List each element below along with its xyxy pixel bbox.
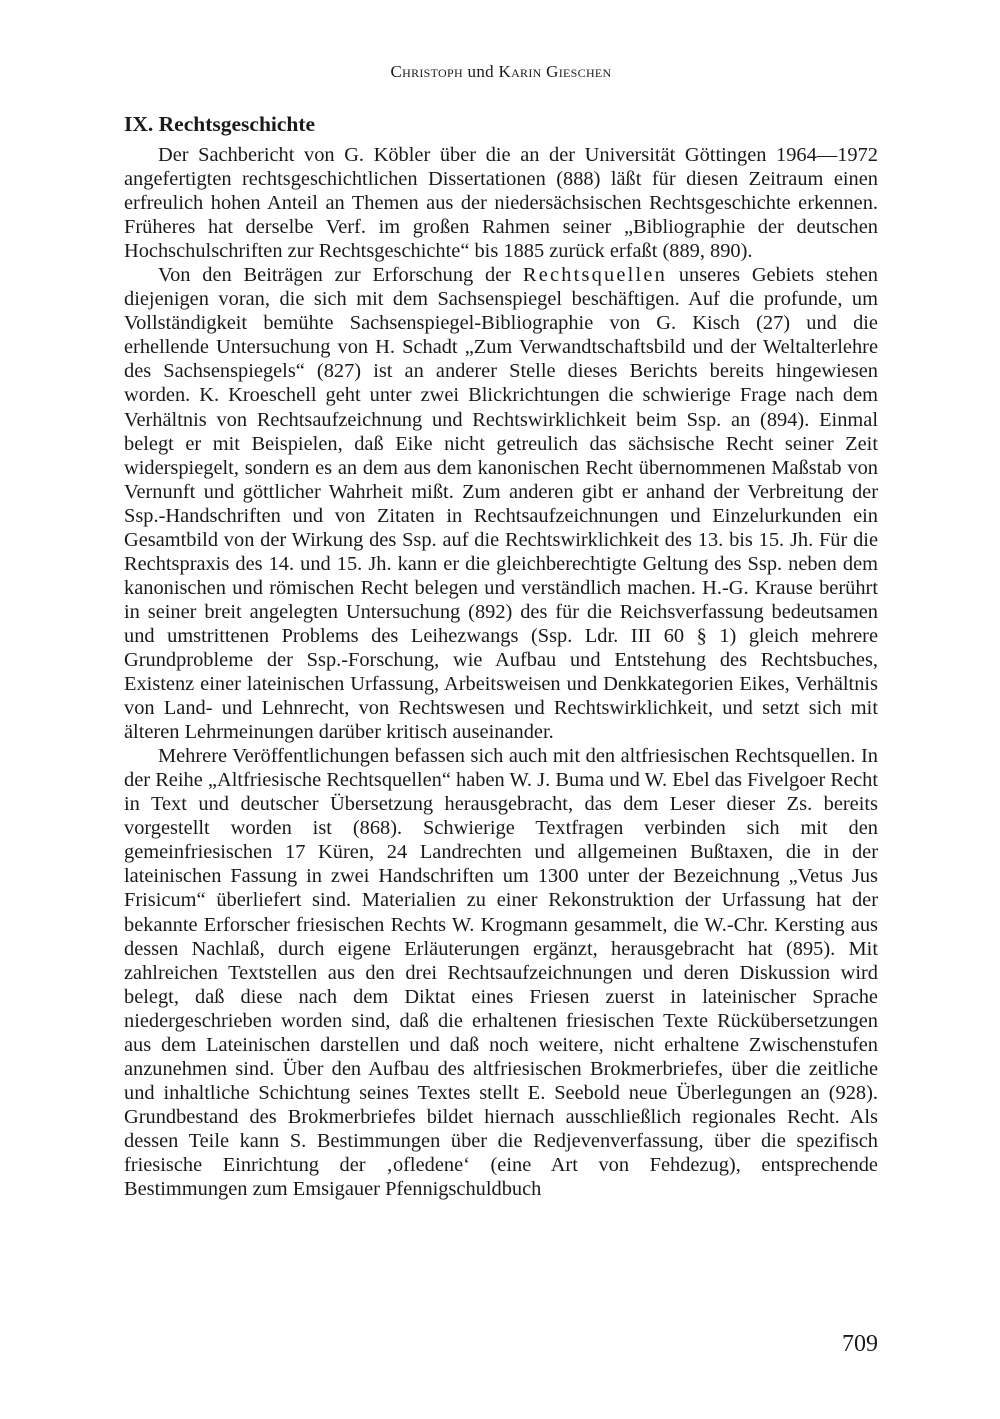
paragraph-2-rest: unseres Gebiets stehen diejenigen voran, die sich mit dem Sachsenspiegel beschäftigen. Auf die profunde, um Vollständigkeit bemühte Sachsenspiegel-Bibliographie von G. Kisch (27) und die erhellende Untersuchung von H. Schadt „Zum Verwandtschaftsbild und der Weltalterlehre des Sachsenspiegels“ (827) ist an anderer Stelle dieses Berichts bereits hingewiesen worden. K. Kroeschell geht unter zwei Blickrichtungen die schwierige Frage nach dem Verhältnis von Rechtsaufzeichnung und Rechtswirklichkeit beim Ssp. an (894). Einmal belegt er mit Beispielen, daß Eike nicht getreulich das sächsische Recht seiner Zeit widerspiegelt, sondern es an dem aus dem kanonischen Recht übernommenen Maßstab von Vernunft und göttlicher Wahrheit mißt. Zum anderen gibt er anhand der Verbreitung der Ssp.-Handschriften und von Zitaten in Rechtsaufzeichnungen und Einzelurkunden ein Gesamtbild von der Wirkung des Ssp. auf die Rechtswirklichkeit des 13. bis 15. Jh. Für die Rechtspraxis des 14. und 15. Jh. kann er die gleichberechtigte Geltung des Ssp. neben dem kanonischen und römischen Recht belegen und verständlich machen. H.-G. Krause berührt in seiner breit angelegten Untersuchung (892) des für die Reichsverfassung bedeutsamen und umstrittenen Problems des Leihezwangs (Ssp. Ldr. III 60 § 1) gleich mehrere Grundprobleme der Ssp.-Forschung, wie Aufbau und Entstehung des Rechtsbuches, Existenz einer lateinischen Urfassung, Arbeitsweisen und Denkkategorien Eikes, Verhältnis von Land- und Lehnrecht, von Rechtswesen und Rechtswirklichkeit, und setzt sich mit älteren Lehrmeinungen darüber kritisch auseinander.	[124, 264, 879, 744]
spaced-term-rechtsquellen: Rechtsquellen	[522, 264, 668, 287]
paragraph-1: Der Sachbericht von G. Köbler über die an der Universität Göttingen 1964—1972 angefertigten rechtsgeschichtlichen Dissertationen (888) läßt für diesen Zeitraum einen erfreulich hohen Anteil an Themen aus der niedersächsischen Rechtsgeschichte erkennen. Früheres hat derselbe Verf. im großen Rahmen seiner „Bibliographie der deutschen Hochschulschriften zur Rechtsgeschichte“ bis 1885 zurück erfaßt (889, 890).	[124, 144, 878, 263]
running-head-author-1: Christoph	[390, 62, 463, 81]
running-head-conjunction: und	[467, 62, 494, 81]
body-text	[124, 143, 878, 1201]
paragraph-2	[124, 263, 878, 744]
paragraph-3: Mehrere Veröffentlichungen befassen sich auch mit den altfriesischen Rechtsquellen. In der Reihe „Altfriesische Rechtsquellen“ haben W. J. Buma und W. Ebel das Fivelgoer Recht in Text und deutscher Übersetzung herausgebracht, das dem Leser dieser Zs. bereits vorgestellt worden ist (868). Schwierige Textfragen verbinden sich mit den gemeinfriesischen 17 Küren, 24 Landrechten und allgemeinen Bußtaxen, die in der lateinischen Fassung in zwei Handschriften um 1300 unter der Bezeichnung „Vetus Jus Frisicum“ überliefert sind. Materialien zu einer Rekonstruktion der Urfassung hat der bekannte Erforscher friesischen Rechts W. Krogmann gesammelt, die W.-Chr. Kersting aus dessen Nachlaß, durch eigene Erläuterungen ergänzt, herausgebracht hat (895). Mit zahlreichen Textstellen aus den drei Rechtsaufzeichnungen und deren Diskussion wird belegt, daß diese nach dem Diktat eines Friesen zuerst in lateinischer Sprache niedergeschrieben worden sind, daß die erhaltenen friesischen Texte Rückübersetzungen aus dem Lateinischen darstellen und daß noch weitere, nicht erhaltene Zwischenstufen anzunehmen sind. Über den Aufbau des altfriesischen Brokmerbriefes, über die zeitliche und inhaltliche Schichtung seines Textes stellt E. Seebold neue Überlegungen an (928). Grundbestand des Brokmerbriefes bildet hiernach ausschließlich regionales Recht. Als dessen Teile kann S. Bestimmungen über die Redjevenverfassung, über die spezifisch friesische Einrichtung der ‚ofledene‘ (eine Art von Fehdezug), entsprechende Bestimmungen zum Emsigauer Pfennigschuldbuch	[124, 745, 878, 1201]
paragraph-2-lead: Von den Beiträgen zur Erforschung der	[158, 264, 523, 287]
page-number: 709	[842, 1331, 878, 1357]
section-heading: IX. Rechtsgeschichte	[124, 112, 316, 136]
running-head	[124, 62, 878, 82]
running-head-author-2: Karin Gieschen	[498, 62, 612, 81]
